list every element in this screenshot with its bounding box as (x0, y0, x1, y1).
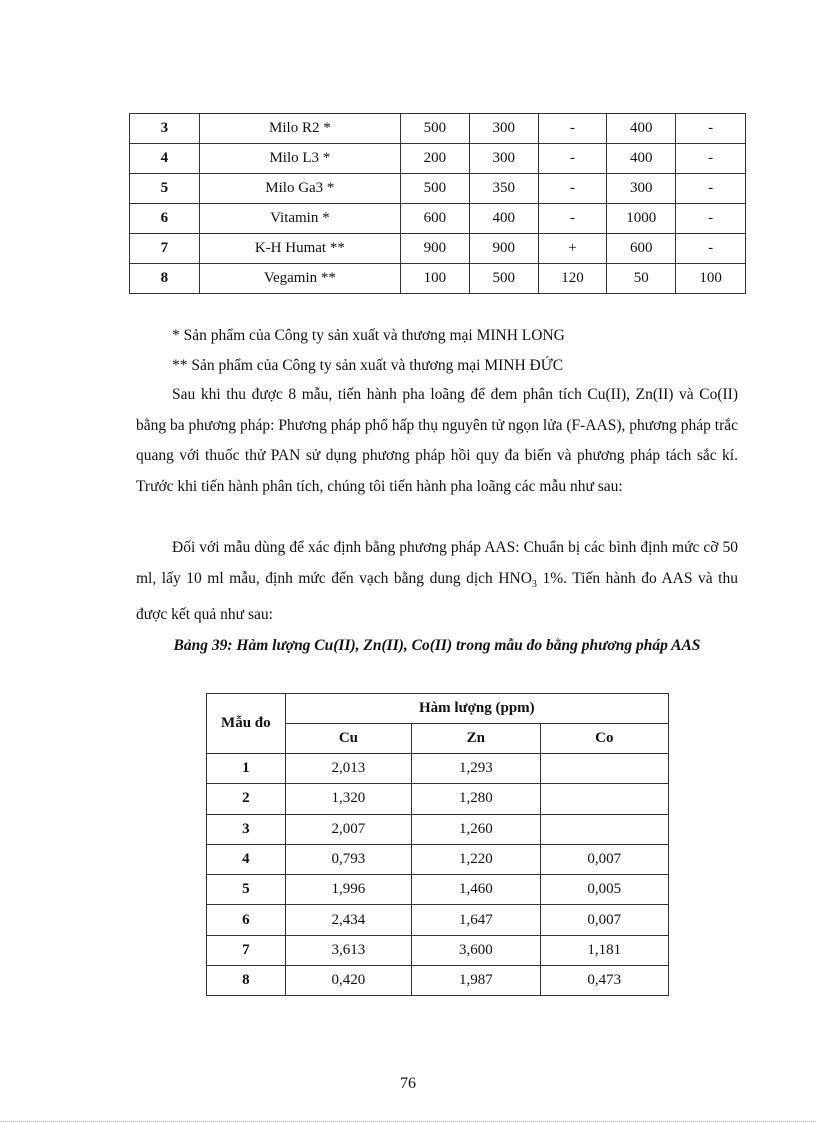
table-cell: 1000 (607, 204, 676, 234)
row-number: 8 (130, 264, 200, 294)
table-row (207, 784, 669, 814)
row-number: 4 (130, 144, 200, 174)
table-cell: 500 (469, 264, 538, 294)
row-number: 2 (207, 784, 286, 814)
zn-value: 1,220 (412, 844, 540, 874)
row-number: 7 (207, 935, 286, 965)
table-row (207, 754, 669, 784)
table-cell: 400 (469, 204, 538, 234)
table-cell: + (538, 234, 607, 264)
paragraph-text: 1%. Tiến hành đo AAS và thu được kết quả như sau: (136, 569, 738, 624)
row-number: 3 (130, 114, 200, 144)
product-name: Milo R2 * (199, 114, 400, 144)
row-number: 1 (207, 754, 286, 784)
table-cell: 50 (607, 264, 676, 294)
table-row (130, 174, 746, 204)
header-zn: Zn (412, 724, 540, 754)
zn-value: 1,293 (412, 754, 540, 784)
table-cell: - (538, 144, 607, 174)
zn-value: 3,600 (412, 935, 540, 965)
header-sample: Mẫu đo (207, 694, 286, 754)
co-value (540, 814, 668, 844)
table-cell: - (676, 114, 746, 144)
table-cell: 400 (607, 114, 676, 144)
table-row (130, 234, 746, 264)
body-paragraph: Sau khi thu được 8 mẫu, tiến hành pha loãng để đem phân tích Cu(II), Zn(II) và Co(II) bằng ba phương pháp: Phương pháp phổ hấp thụ nguyên tử ngọn lửa (F-AAS), phương pháp trắc quang với thuốc thử PAN sử dụng phương pháp hồi quy đa biến và phương pháp tách sắc kí. Trước khi tiến hành phân tích, chúng tôi tiến hành pha loãng các mẫu như sau: (136, 386, 738, 495)
co-value: 1,181 (540, 935, 668, 965)
footnote-minh-duc: ** Sản phẩm của Công ty sản xuất và thương mại MINH ĐỨC (172, 357, 564, 374)
body-paragraph-aas (136, 533, 738, 631)
table-cell: 100 (676, 264, 746, 294)
product-name: Vitamin * (199, 204, 400, 234)
cu-value: 1,996 (285, 875, 411, 905)
product-name: Milo Ga3 * (199, 174, 400, 204)
table-cell: - (538, 114, 607, 144)
cu-value: 2,007 (285, 814, 411, 844)
row-number: 7 (130, 234, 200, 264)
table-cell: - (538, 204, 607, 234)
product-name: Milo L3 * (199, 144, 400, 174)
zn-value: 1,260 (412, 814, 540, 844)
footnote-minh-long: * Sản phẩm của Công ty sản xuất và thương mại MINH LONG (172, 327, 565, 344)
table-cell: 600 (607, 234, 676, 264)
table-cell: 600 (401, 204, 470, 234)
zn-value: 1,280 (412, 784, 540, 814)
table-cell: 200 (401, 144, 470, 174)
table-cell: - (676, 144, 746, 174)
row-number: 8 (207, 966, 286, 996)
table-row (207, 935, 669, 965)
table-caption: Bảng 39: Hàm lượng Cu(II), Zn(II), Co(II) trong mẫu đo bằng phương pháp AAS (173, 637, 701, 654)
page-edge-divider (0, 1121, 816, 1122)
zn-value: 1,647 (412, 905, 540, 935)
header-co: Co (540, 724, 668, 754)
table-cell: - (538, 174, 607, 204)
co-value (540, 754, 668, 784)
aas-results-table (206, 693, 669, 996)
row-number: 5 (130, 174, 200, 204)
table-row (207, 844, 669, 874)
subscript: 3 (531, 578, 537, 590)
table-cell: 350 (469, 174, 538, 204)
table-row (207, 905, 669, 935)
table-row (207, 814, 669, 844)
table-cell: 300 (469, 144, 538, 174)
product-name: Vegamin ** (199, 264, 400, 294)
cu-value: 2,434 (285, 905, 411, 935)
cu-value: 0,793 (285, 844, 411, 874)
co-value: 0,473 (540, 966, 668, 996)
table-cell: 500 (401, 174, 470, 204)
table-cell: - (676, 174, 746, 204)
row-number: 5 (207, 875, 286, 905)
table-cell: 400 (607, 144, 676, 174)
table-cell: 100 (401, 264, 470, 294)
header-content: Hàm lượng (ppm) (285, 694, 668, 724)
row-number: 6 (207, 905, 286, 935)
co-value (540, 784, 668, 814)
zn-value: 1,460 (412, 875, 540, 905)
table-cell: - (676, 234, 746, 264)
cu-value: 2,013 (285, 754, 411, 784)
co-value: 0,005 (540, 875, 668, 905)
table-row (207, 875, 669, 905)
paragraph-text: Đối với mẫu dùng để xác định bằng phương pháp AAS: Chuẩn bị các bình định mức cỡ 50 ml, lấy 10 ml mẫu, định mức đến vạch bằng dung dịch HNO (136, 539, 738, 587)
cu-value: 0,420 (285, 966, 411, 996)
row-number: 4 (207, 844, 286, 874)
table-cell: 300 (469, 114, 538, 144)
table-row (130, 144, 746, 174)
co-value: 0,007 (540, 844, 668, 874)
table-cell: 900 (469, 234, 538, 264)
table-header-row (207, 694, 669, 724)
table-cell: 120 (538, 264, 607, 294)
row-number: 6 (130, 204, 200, 234)
table-row (130, 204, 746, 234)
table-cell: 900 (401, 234, 470, 264)
table-row (207, 966, 669, 996)
table-cell: - (676, 204, 746, 234)
table-row (130, 264, 746, 294)
page-number: 76 (400, 1075, 416, 1092)
table-cell: 500 (401, 114, 470, 144)
product-name: K-H Humat ** (199, 234, 400, 264)
zn-value: 1,987 (412, 966, 540, 996)
table-cell: 300 (607, 174, 676, 204)
header-cu: Cu (285, 724, 411, 754)
cu-value: 1,320 (285, 784, 411, 814)
co-value: 0,007 (540, 905, 668, 935)
row-number: 3 (207, 814, 286, 844)
product-table (129, 113, 746, 294)
table-row (130, 114, 746, 144)
cu-value: 3,613 (285, 935, 411, 965)
